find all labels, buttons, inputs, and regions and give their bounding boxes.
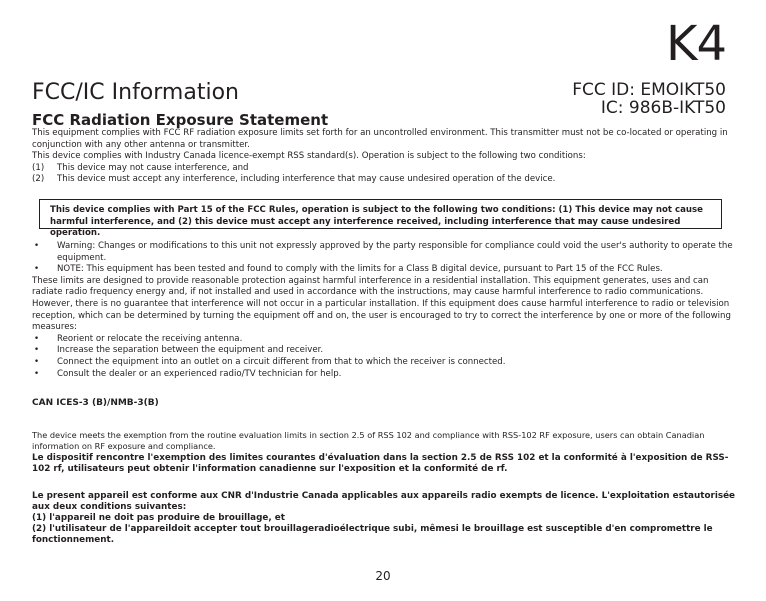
- list-item-text: Connect the equipment into an outlet on a circuit different from that to which the receiver is connected.: [57, 356, 506, 367]
- exemption-paragraph: The device meets the exemption from the routine evaluation limits in section 2.5 of RSS 102 and compliance with RSS-102 RF exposure, users can obtain Canadian information on RF exposure and compliance.: [32, 430, 705, 451]
- condition-text: This device must accept any interference, including interference that may cause undesired operation of the device.: [57, 174, 556, 185]
- french-text: Le dispositif rencontre l'exemption des limites courantes d'évaluation dans la section 2.5 de RSS 102 et la conformité à l'exposition de RSS-102 rf, utilisateurs peut obtenir l'information canadienne sur l'exposition et la conformité de rf.: [32, 453, 729, 474]
- bullet-icon: •: [34, 368, 40, 379]
- ic-id: IC: 986B-IKT50: [600, 98, 726, 118]
- french-paragraph-2: [32, 491, 735, 546]
- list-item: [32, 334, 735, 346]
- section-title: FCC/IC Information: [32, 80, 239, 105]
- fcc-id: FCC ID: EMOIKT50: [572, 80, 726, 100]
- however-paragraph: However, there is no guarantee that interference will not occur in a particular installation. If this equipment does cause harmful interference to radio or television reception, which can be determined by turning the equipment off and on, the user is encouraged to try to correct the interference by one or more of the following measures:: [32, 298, 731, 333]
- fcc-id-block: [572, 81, 726, 117]
- french-text: Le present appareil est conforme aux CNR d'Industrie Canada applicables aux appareils radio exempts de licence. L'exploitation estautorisée aux deux conditions suivantes:: [32, 491, 736, 512]
- bullet-icon: •: [34, 264, 40, 275]
- french-paragraph-1: [32, 453, 735, 475]
- list-item: [32, 345, 735, 357]
- french-condition-2: (2) l'utilisateur de l'appareildoit accepter tout brouillageradioélectrique subi, mêmesi le brouillage est susceptible d'en compromettre le fonctionnement.: [32, 524, 713, 545]
- list-item: [32, 369, 735, 381]
- condition-item: [32, 163, 735, 175]
- list-item-text: NOTE: This equipment has been tested and found to comply with the limits for a Class B digital device, pursuant to Part 15 of the FCC Rules.: [57, 264, 663, 275]
- list-item-text: Consult the dealer or an experienced radio/TV technician for help.: [57, 368, 342, 379]
- french-condition-1: (1) l'appareil ne doit pas produire de brouillage, et: [32, 513, 285, 523]
- notice-box: This device complies with Part 15 of the FCC Rules, operation is subject to the following two conditions: (1) This device may not cause harmful interference, and (2) this device must accept any interference received, including interference that may cause undesired operation.: [39, 199, 722, 229]
- model-name: K4: [665, 16, 726, 72]
- bullet-icon: •: [34, 241, 40, 251]
- rf-para-1: This equipment complies with FCC RF radiation exposure limits set forth for an uncontrolled environment. This transmitter must not be co-located or operating in conjunction with any other antenna or transmitter.: [32, 128, 728, 150]
- rf-heading: FCC Radiation Exposure Statement: [32, 111, 329, 129]
- list-item: [32, 357, 735, 369]
- condition-number: (2): [32, 174, 45, 185]
- limits-paragraph: These limits are designed to provide reasonable protection against harmful interference in a residential installation. This equipment generates, uses and can radiate radio frequency energy and, if not installed and used in accordance with the instructions, may cause harmful interference to radio communications.: [32, 275, 709, 298]
- list-item-text: Increase the separation between the equipment and receiver.: [57, 345, 324, 356]
- bullet-icon: •: [34, 345, 40, 356]
- interference-section: [32, 241, 735, 380]
- bullet-icon: •: [34, 333, 40, 344]
- rf-statement-body: [32, 128, 735, 186]
- list-item-text: Reorient or relocate the receiving antenna.: [57, 333, 243, 344]
- list-item-text: Warning: Changes or modifications to this unit not expressly approved by the party responsible for compliance could void the user's authority to operate the equipment.: [57, 241, 733, 263]
- condition-item: [32, 174, 735, 186]
- list-item: [32, 241, 735, 264]
- can-ices-label: CAN ICES-3 (B)/NMB-3(B): [32, 398, 159, 408]
- page-number: 20: [375, 569, 391, 583]
- condition-number: (1): [32, 162, 45, 173]
- rf-para-2: This device complies with Industry Canada licence-exempt RSS standard(s). Operation is subject to the following two conditions:: [32, 151, 586, 162]
- bullet-icon: •: [34, 356, 40, 367]
- list-item: [32, 264, 735, 276]
- condition-text: This device may not cause interference, and: [57, 162, 249, 173]
